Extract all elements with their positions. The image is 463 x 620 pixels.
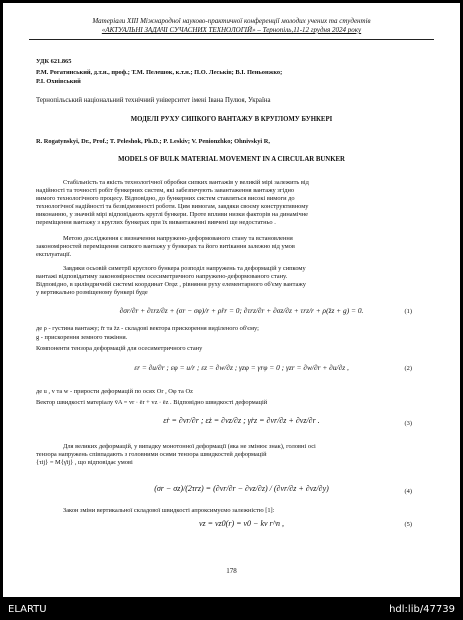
affiliation: Тернопільський національний технічний університет імені Івана Пулюя, Україна — [36, 97, 271, 104]
equation-3-number: (3) — [404, 420, 412, 427]
text-line: Метою дослідження є визначення напружено-деформованого стану та встановлення — [63, 235, 293, 242]
text-line: технологічної надійності та безвідмовності роботи. Цим вимогам, завдяки своєму конструктивному — [36, 203, 309, 210]
eq2-note: де u , v та w - прирости деформацій по осях Or , Oφ та Oz — [36, 388, 193, 395]
equation-5-number: (5) — [404, 521, 412, 528]
equation-2-number: (2) — [404, 365, 412, 372]
text-line: вантажі відповідатиму закономірностям осесиметричного напружено-деформованого стану. — [36, 273, 288, 280]
equation-1: ∂σr/∂r + ∂τrz/∂z + (σr − σφ)/r + ρr̈r = 0; ∂τrz/∂r + ∂σz/∂z + τrz/r + ρ(z̈z + g) = 0. — [119, 306, 364, 315]
eq1-note-1: де ρ - густина вантажу; r̈r та z̈z - складові вектора прискорення виділеного об'єму; — [36, 325, 259, 332]
title-ua: МОДЕЛІ РУХУ СИПКОГО ВАНТАЖУ В КРУГЛОМУ БУНКЕРІ — [130, 116, 333, 123]
text-line: {τij} = M{γ̇ij} , що відповідає умові — [36, 459, 133, 466]
document-page — [3, 3, 460, 597]
handle-id: hdl:lib/47739 — [389, 604, 455, 615]
footer-bar — [0, 600, 463, 620]
header-line-2: «АКТУАЛЬНІ ЗАДАЧІ СУЧАСНИХ ТЕХНОЛОГІЙ» – Тернопіль,11-12 грудня 2024 року — [101, 26, 362, 34]
text-line: закономірностей переміщення сипкого вантажу у бункерах та його витікання залежно від умов — [36, 243, 295, 250]
eq3-intro: Вектор швидкості матеріалу v̄A = vr · ēr + vz · ēz . Відповідно швидкості деформацій — [36, 399, 268, 406]
conference-header — [3, 17, 460, 35]
equation-5: vz = vz0(r) = v0 − kv r^n , — [198, 519, 285, 528]
text-line: надійності та точності робіт бункерних систем, які забезпечують завантаження вантажу згідно — [36, 187, 295, 194]
equation-4: (σr − σz)/(2τrz) = (∂vr/∂r − ∂vz/∂z) / (∂vr/∂z + ∂vz/∂y) — [154, 484, 329, 493]
text-line: вимого технологічного процесу. Відповідно, до бункерних систем ставляться високі вимоги до — [36, 195, 295, 202]
text-line: Завдяки осьовій симетрії круглого бункера розподіл напружень та деформацій у сипкому — [63, 265, 306, 272]
header-divider — [29, 39, 434, 40]
text-line: Для великих деформацій, у випадку монотонної деформації (яка не змінює знак), головні осі — [63, 443, 316, 450]
text-line: Відповідно, в циліндричній системі координат Orφz , рівняння руху елементарного об'єму вантажу — [36, 281, 306, 288]
text-line: переміщення вантажу з круглих бункерах при їх вивантаженні вивчені ще недостатньо . — [36, 219, 276, 226]
equation-4-number: (4) — [404, 488, 412, 495]
authors-ua-line-2: Р.І. Охнівський — [36, 78, 81, 85]
udk-code: УДК 621.865 — [36, 58, 72, 65]
text-line: Стабільність та якість технологічної обробки сипких вантажів у великій мірі залежить від — [63, 179, 309, 186]
equation-1-number: (1) — [404, 308, 412, 315]
strain-intro: Компоненти тензора деформацій для осесиметричного стану — [36, 345, 203, 352]
header-line-1: Матеріали XIII Міжнародної науково-практичної конференції молодих учених та студентів — [92, 17, 371, 25]
eq5-intro: Закон зміни вертикальної складової швидкості апроксимуємо залежністю [1]: — [63, 507, 275, 514]
eq1-note-2: g - прискорення земного тяжіння. — [36, 334, 128, 341]
text-line: тензора напружень співпадають з головними осями тензора швидкостей деформацій — [36, 451, 267, 458]
authors-ua-line-1: Р.М. Рогатинський, д.т.н., проф.; Т.М. Пелешок, к.т.н.; П.О. Леськів; В.І. Пеньонжко; — [36, 69, 283, 76]
text-line: у вертикально розміщеному бункері буде — [36, 289, 148, 296]
authors-en: R. Rogatynskyi, Dr., Prof.; T. Peleshok, Ph.D.; P. Leskiv; V. Penionzhko; Ohnivskyi R, — [36, 138, 270, 145]
page-number: 178 — [226, 567, 237, 575]
repository-name: ELARTU — [8, 604, 47, 615]
text-line: експлуатації. — [36, 251, 72, 258]
title-en: MODELS OF BULK MATERIAL MOVEMENT IN A CIRCULAR BUNKER — [118, 156, 345, 163]
equation-2: εr = ∂u/∂r ; εφ = u/r ; εz = ∂w/∂z ; γzφ = γrφ = 0 ; γzr = ∂w/∂r + ∂u/∂z , — [134, 363, 349, 372]
equation-3: ε̇r = ∂vr/∂r ; ε̇z = ∂vz/∂z ; γ̇rz = ∂vr/∂z + ∂vz/∂r . — [163, 416, 320, 425]
text-line: виконанню, у значній мірі відповідають круглі бункери. Проте впливи низки факторів на динамічне — [36, 211, 308, 218]
